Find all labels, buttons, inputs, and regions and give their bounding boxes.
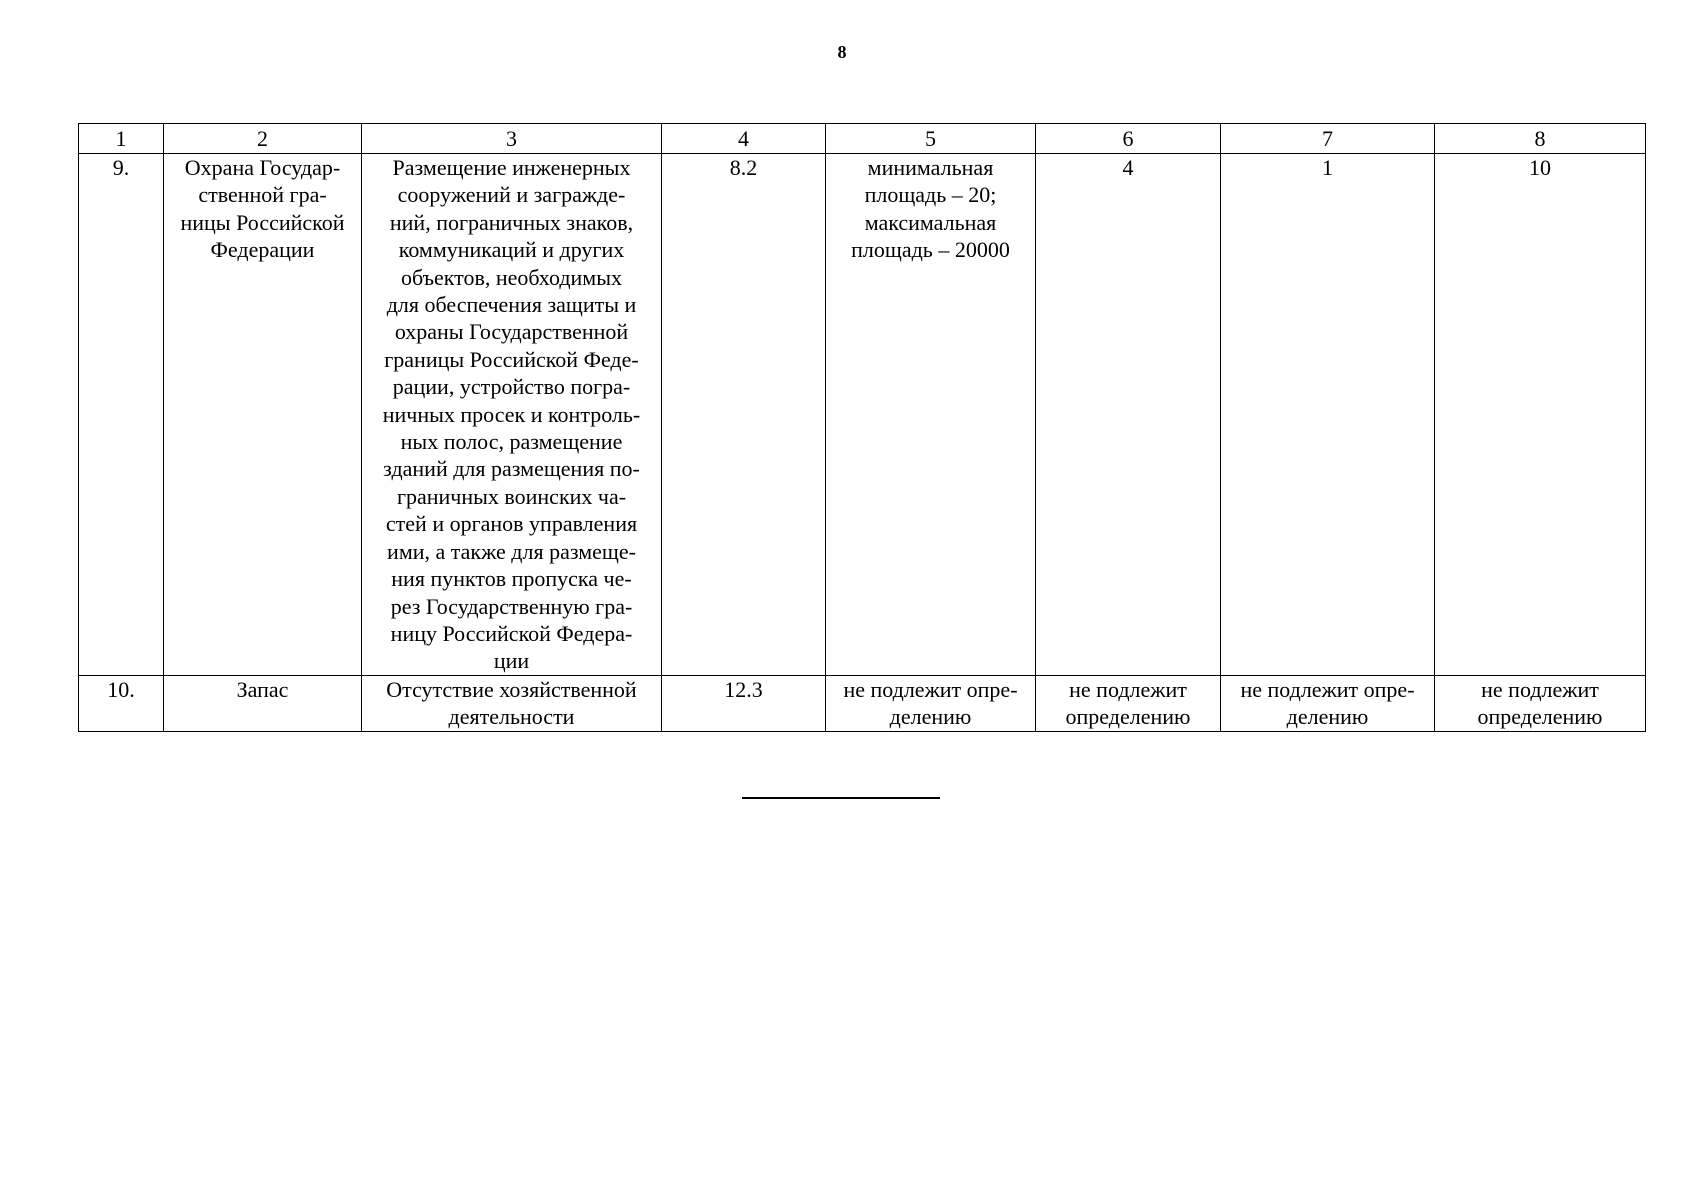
header-cell-4: 4 — [662, 124, 826, 154]
use-name-cell: Охрана Государ- ственной гра- ницы Российской Федерации — [164, 154, 362, 676]
column-8-cell: 10 — [1435, 154, 1646, 676]
column-6-cell: 4 — [1036, 154, 1221, 676]
header-cell-5: 5 — [826, 124, 1036, 154]
plot-area-cell: минимальная площадь – 20; максимальная площадь – 20000 — [826, 154, 1036, 676]
plot-area-cell: не подлежит опре- делению — [826, 675, 1036, 731]
table-header — [79, 124, 1646, 154]
table-row — [79, 154, 1646, 676]
use-description-cell: Размещение инженерных сооружений и загражде- ний, пограничных знаков, коммуникаций и других объектов, необходимых для обеспечения защиты и охраны Государственной границы Российской Феде- рации, устройство погра- ничных просек и контроль- ных полос, размещение зданий для размещения по- граничных воинских ча- стей и органов управления ими, а также для размеще- ния пунктов пропуска че- рез Государственную гра- ницу Российской Федера- ции — [362, 154, 662, 676]
header-cell-6: 6 — [1036, 124, 1221, 154]
header-cell-2: 2 — [164, 124, 362, 154]
use-description-cell: Отсутствие хозяйственной деятельности — [362, 675, 662, 731]
use-code-cell: 12.3 — [662, 675, 826, 731]
table-row — [79, 675, 1646, 731]
page-number: 8 — [837, 42, 847, 62]
table-body — [79, 154, 1646, 732]
header-cell-1: 1 — [79, 124, 164, 154]
column-8-cell: не подлежит определению — [1435, 675, 1646, 731]
zoning-table — [78, 123, 1646, 732]
header-row — [79, 124, 1646, 154]
header-cell-3: 3 — [362, 124, 662, 154]
header-cell-7: 7 — [1221, 124, 1435, 154]
use-code-cell: 8.2 — [662, 154, 826, 676]
column-7-cell: не подлежит опре- делению — [1221, 675, 1435, 731]
column-7-cell: 1 — [1221, 154, 1435, 676]
row-number-cell: 9. — [79, 154, 164, 676]
column-6-cell: не подлежит определению — [1036, 675, 1221, 731]
closing-rule — [742, 797, 940, 799]
use-name-cell: Запас — [164, 675, 362, 731]
row-number-cell: 10. — [79, 675, 164, 731]
header-cell-8: 8 — [1435, 124, 1646, 154]
